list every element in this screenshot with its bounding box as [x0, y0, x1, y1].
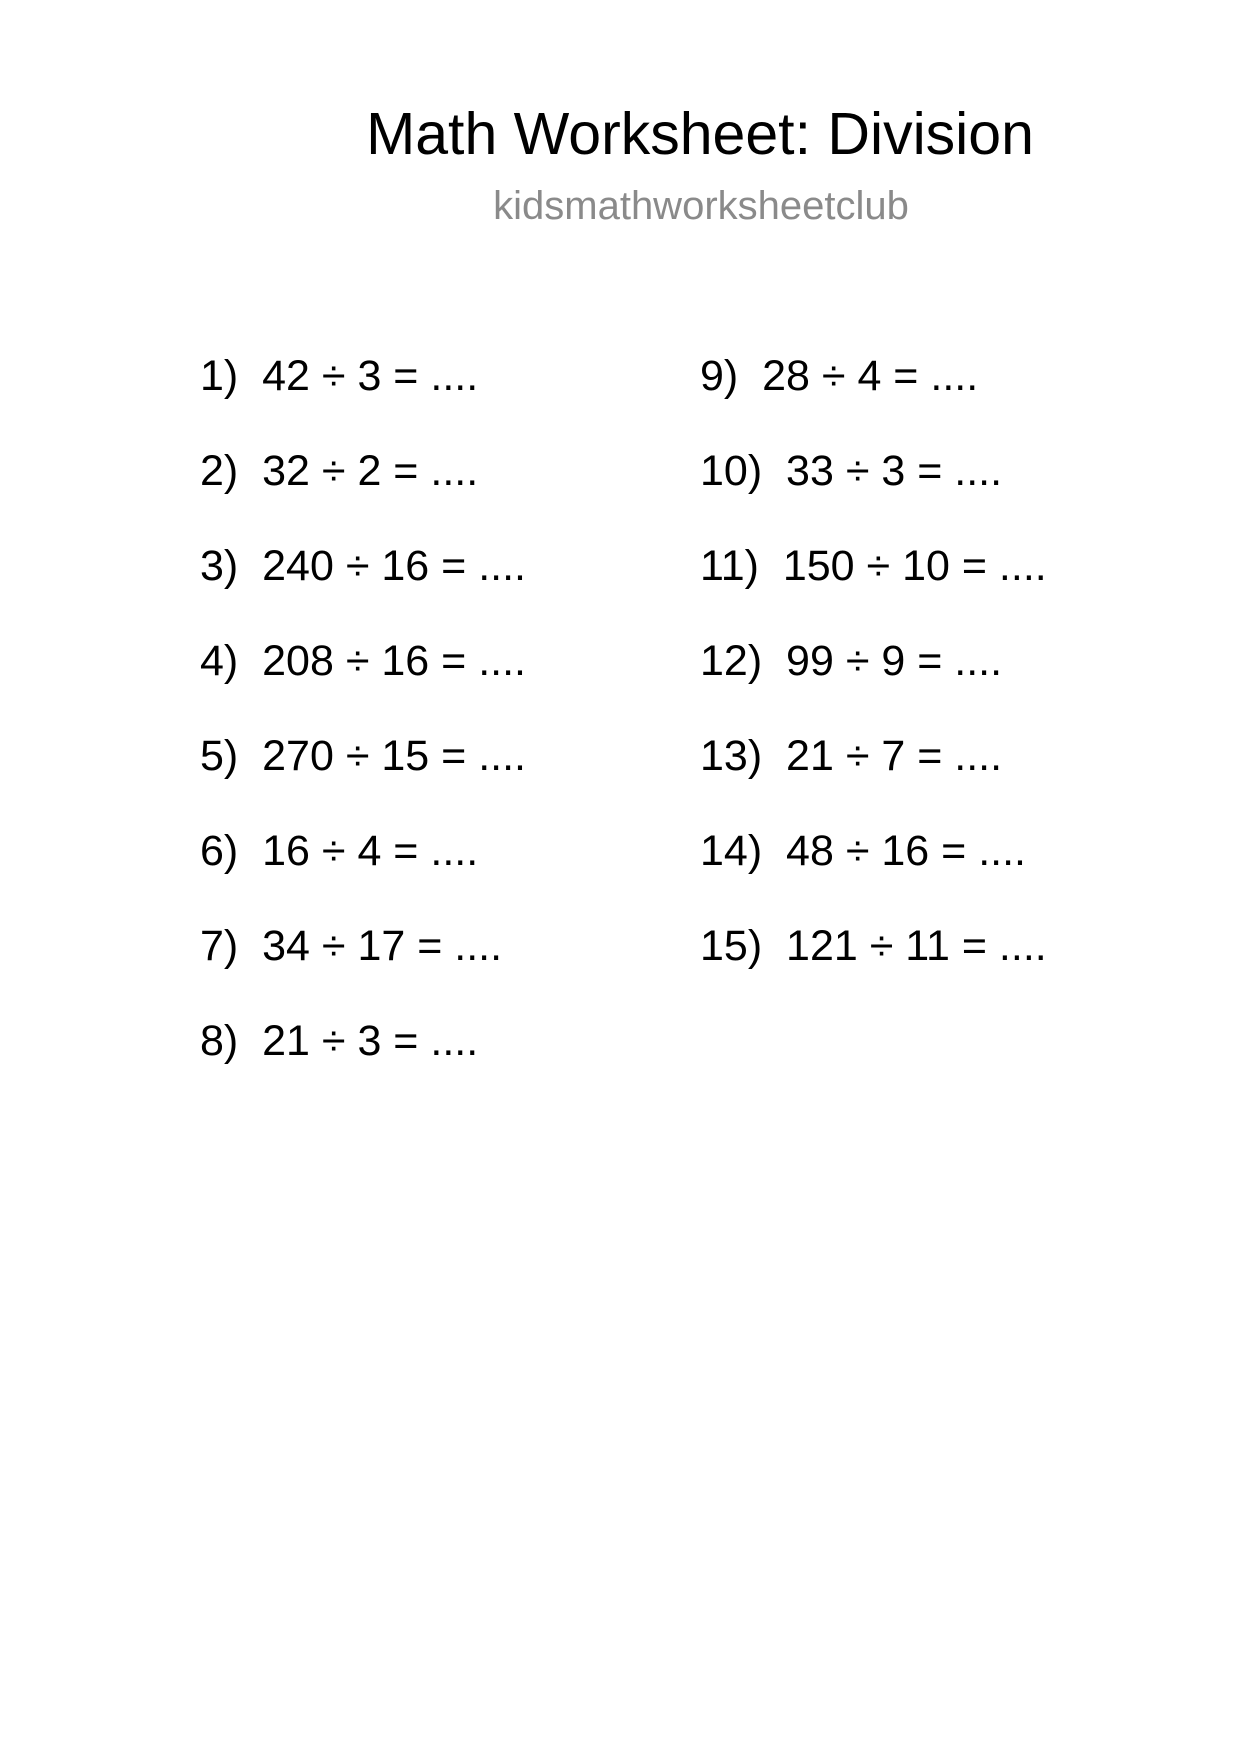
worksheet-title: Math Worksheet: Division [366, 101, 1034, 167]
problem-column-left [200, 350, 526, 1110]
problem-4: 4) 208 ÷ 16 = .... [200, 637, 526, 685]
problem-10: 10) 33 ÷ 3 = .... [700, 447, 1003, 495]
problem-9: 9) 28 ÷ 4 = .... [700, 352, 979, 400]
problem-15: 15) 121 ÷ 11 = .... [700, 922, 1047, 970]
problem-6: 6) 16 ÷ 4 = .... [200, 827, 479, 875]
problem-7: 7) 34 ÷ 17 = .... [200, 922, 503, 970]
problem-3: 3) 240 ÷ 16 = .... [200, 542, 526, 590]
problem-column-right [700, 350, 1047, 1015]
problem-12: 12) 99 ÷ 9 = .... [700, 637, 1003, 685]
problem-5: 5) 270 ÷ 15 = .... [200, 732, 526, 780]
problem-14: 14) 48 ÷ 16 = .... [700, 827, 1026, 875]
problem-11: 11) 150 ÷ 10 = .... [700, 542, 1047, 590]
problem-8: 8) 21 ÷ 3 = .... [200, 1017, 479, 1065]
problem-2: 2) 32 ÷ 2 = .... [200, 447, 479, 495]
problem-1: 1) 42 ÷ 3 = .... [200, 352, 479, 400]
problem-13: 13) 21 ÷ 7 = .... [700, 732, 1003, 780]
worksheet-source: kidsmathworksheetclub [493, 184, 909, 228]
